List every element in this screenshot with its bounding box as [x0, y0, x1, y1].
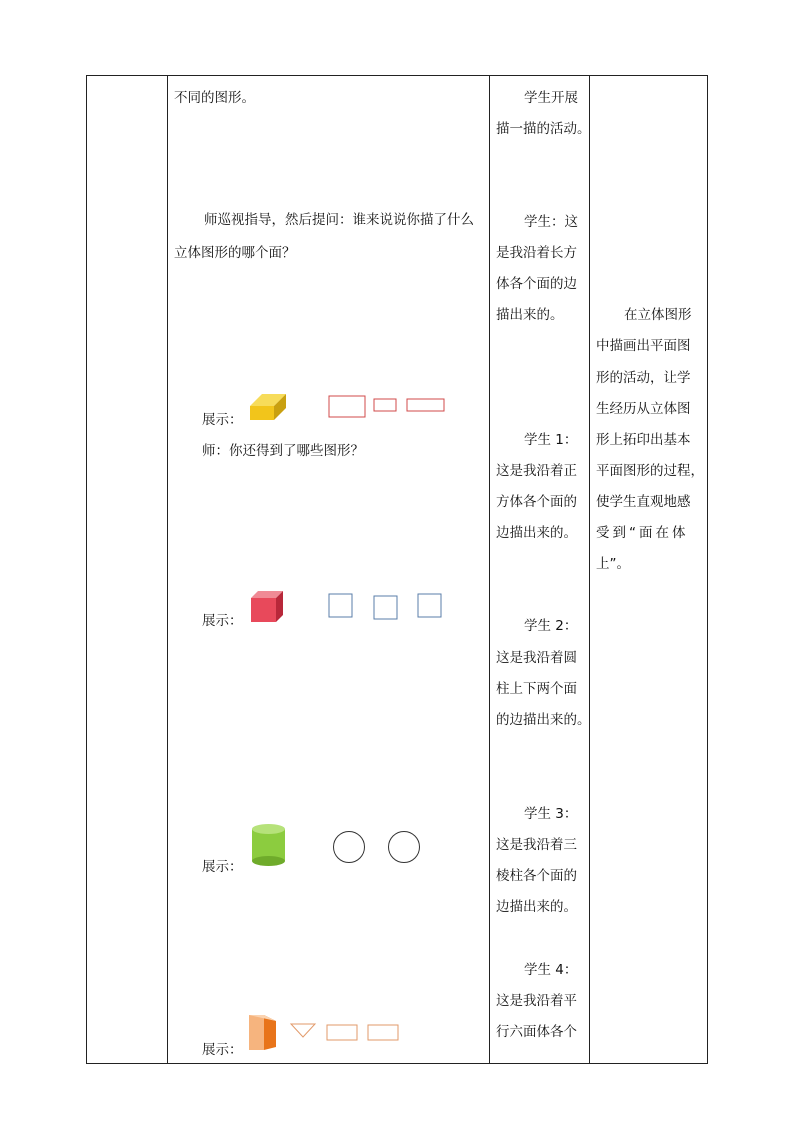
- small-rectangle-face-icon: [374, 399, 396, 411]
- square-face-icon: [418, 594, 441, 617]
- rectangle-face-icon: [327, 1025, 357, 1040]
- cylinder-faces: [332, 830, 424, 866]
- student-answer-4-line2: 这是我沿着平: [496, 993, 577, 1009]
- column-divider-1: [167, 75, 168, 1064]
- rectangle-face-icon: [329, 396, 365, 417]
- circle-face-icon: [389, 832, 420, 863]
- student-answer-0-line2: 是我沿着长方: [496, 245, 577, 261]
- square-face-icon: [329, 594, 352, 617]
- column-divider-2: [489, 75, 490, 1064]
- cuboid-icon: [248, 392, 288, 422]
- student-answer-0-line1: 学生：这: [524, 214, 578, 230]
- intent-line4: 生经历从立体图: [596, 401, 691, 417]
- student-answer-1-line4: 边描出来的。: [496, 525, 577, 541]
- show-label-2: 展示：: [202, 613, 243, 629]
- teacher-text-line1: 不同的图形。: [174, 90, 255, 106]
- student-answer-2-line2: 这是我沿着圆: [496, 650, 577, 666]
- student-answer-4-line3: 行六面体各个: [496, 1024, 577, 1040]
- triangular-prism-icon: [248, 1012, 278, 1052]
- rectangle-face-icon: [368, 1025, 398, 1040]
- cube-icon: [250, 590, 286, 624]
- square-face-icon: [374, 596, 397, 619]
- student-answer-2-line1: 学生 2：: [524, 618, 578, 634]
- student-answer-0-line4: 描出来的。: [496, 307, 564, 323]
- cuboid-faces: [328, 395, 448, 419]
- column-divider-3: [589, 75, 590, 1064]
- student-answer-1-line2: 这是我沿着正: [496, 463, 577, 479]
- student-activity-line2: 描一描的活动。: [496, 121, 591, 137]
- student-answer-4-line1: 学生 4：: [524, 962, 578, 978]
- teacher-text-line3: 立体图形的哪个面？: [174, 245, 296, 261]
- circle-face-icon: [334, 832, 365, 863]
- cylinder-icon: [251, 823, 287, 867]
- student-answer-3-line4: 边描出来的。: [496, 899, 577, 915]
- student-answer-3-line2: 这是我沿着三: [496, 837, 577, 853]
- intent-line6: 平面图形的过程，: [596, 463, 704, 479]
- student-answer-2-line4: 的边描出来的。: [496, 712, 591, 728]
- intent-line7: 使学生直观地感: [596, 494, 691, 510]
- intent-line9: 上”。: [596, 556, 630, 572]
- student-answer-1-line1: 学生 1：: [524, 432, 578, 448]
- intent-line1: 在立体图形: [624, 307, 692, 323]
- student-answer-3-line1: 学生 3：: [524, 806, 578, 822]
- prism-faces: [290, 1022, 402, 1044]
- student-activity-line1: 学生开展: [524, 90, 578, 106]
- intent-line3: 形的活动，让学: [596, 370, 691, 386]
- intent-line5: 形上拓印出基本: [596, 432, 691, 448]
- intent-line8: 受到“面在体: [596, 525, 689, 541]
- show-label-4: 展示：: [202, 1042, 243, 1058]
- long-rectangle-face-icon: [407, 399, 444, 411]
- student-answer-3-line3: 棱柱各个面的: [496, 868, 577, 884]
- student-answer-2-line3: 柱上下两个面: [496, 681, 577, 697]
- cube-faces: [328, 593, 444, 621]
- student-answer-1-line3: 方体各个面的: [496, 494, 577, 510]
- teacher-question: 师：你还得到了哪些图形？: [202, 443, 364, 459]
- show-label-1: 展示：: [202, 412, 243, 428]
- triangle-face-icon: [291, 1024, 315, 1037]
- intent-line2: 中描画出平面图: [596, 338, 691, 354]
- show-label-3: 展示：: [202, 859, 243, 875]
- student-answer-0-line3: 体各个面的边: [496, 276, 577, 292]
- teacher-text-line2: 师巡视指导，然后提问：谁来说说你描了什么: [204, 212, 474, 228]
